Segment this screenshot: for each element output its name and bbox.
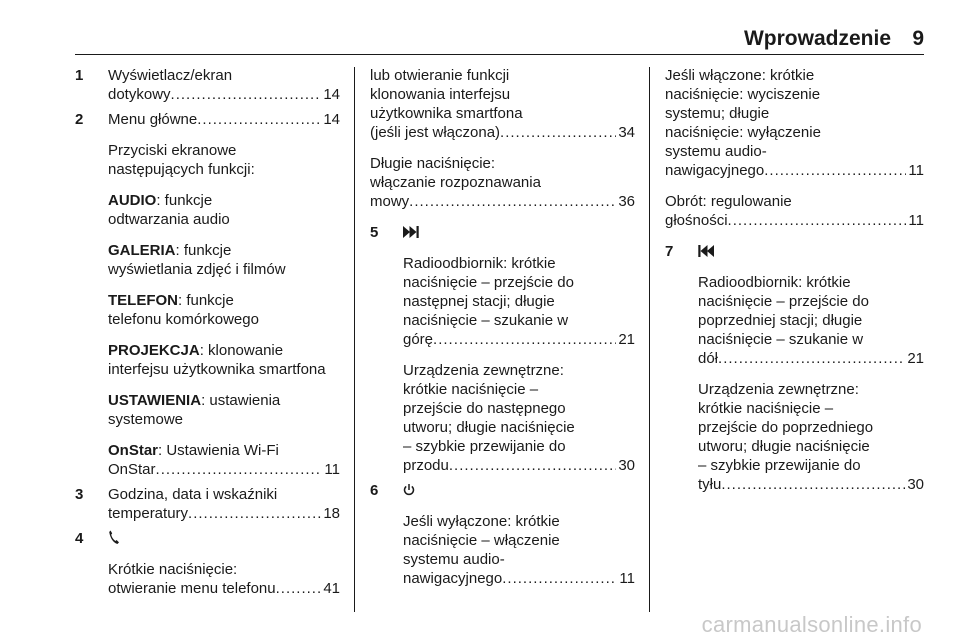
term: OnStar bbox=[108, 442, 159, 459]
item-text: następujących funkcji: bbox=[108, 161, 255, 178]
column-divider-1 bbox=[354, 67, 355, 612]
item-text: następnej stacji; długie bbox=[403, 293, 555, 310]
header-divider bbox=[75, 54, 924, 55]
item-number: 6 bbox=[370, 482, 379, 499]
paragraph bbox=[403, 254, 635, 349]
page-reference[interactable]: 21 bbox=[907, 350, 924, 367]
page-reference[interactable]: 11 bbox=[908, 212, 924, 229]
item-text: naciśnięcie: wyłączenie bbox=[665, 124, 821, 141]
term: USTAWIENIA bbox=[108, 392, 202, 409]
item-text: dół bbox=[698, 350, 719, 367]
item-text: systemu audio- bbox=[403, 551, 505, 568]
list-item-4 bbox=[75, 529, 340, 598]
column-1 bbox=[75, 66, 340, 598]
item-text: temperatury bbox=[108, 505, 189, 522]
item-text: naciśnięcie – włączenie bbox=[403, 532, 560, 549]
dot-leader bbox=[728, 211, 907, 230]
dot-leader bbox=[449, 456, 616, 475]
paragraph bbox=[370, 154, 635, 211]
watermark: carmanualsonline.info bbox=[701, 612, 922, 637]
item-text: Długie naciśnięcie: bbox=[370, 155, 496, 172]
paragraph-audio bbox=[108, 191, 340, 229]
column-3 bbox=[665, 66, 924, 494]
paragraph bbox=[108, 560, 340, 598]
list-item-3 bbox=[75, 485, 340, 523]
paragraph bbox=[370, 66, 635, 142]
list-item-2 bbox=[75, 110, 340, 479]
dot-leader bbox=[500, 123, 616, 142]
item-text: Urządzenia zewnętrzne: bbox=[403, 362, 564, 379]
item-text: naciśnięcie – szukanie w bbox=[698, 331, 864, 348]
item-number: 2 bbox=[75, 111, 84, 128]
paragraph bbox=[403, 361, 635, 475]
item-text: nawigacyjnego bbox=[403, 570, 503, 587]
toc-line bbox=[370, 192, 635, 211]
power-icon bbox=[403, 481, 635, 500]
item-text: : klonowanie bbox=[199, 342, 284, 359]
item-text: głośności bbox=[665, 212, 728, 229]
paragraph-ustawienia bbox=[108, 391, 340, 429]
page-reference[interactable]: 21 bbox=[618, 331, 635, 348]
item-text: naciśnięcie – szukanie w bbox=[403, 312, 569, 329]
dot-leader bbox=[409, 192, 616, 211]
item-text: systemowe bbox=[108, 411, 184, 428]
item-text: : funkcje bbox=[178, 292, 234, 309]
page-reference[interactable]: 11 bbox=[324, 461, 340, 478]
column-2 bbox=[370, 66, 635, 588]
item-text: otwieranie menu telefonu bbox=[108, 580, 276, 597]
item-text: Urządzenia zewnętrzne: bbox=[698, 381, 859, 398]
item-text: : funkcje bbox=[156, 192, 213, 209]
page-reference[interactable]: 34 bbox=[618, 124, 635, 141]
toc-line bbox=[108, 85, 340, 104]
paragraph-galeria bbox=[108, 241, 340, 279]
item-text: poprzedniej stacji; długie bbox=[698, 312, 863, 329]
list-item-1 bbox=[75, 66, 340, 104]
list-item-6 bbox=[370, 481, 635, 588]
item-text: odtwarzania audio bbox=[108, 211, 230, 228]
dot-leader bbox=[721, 475, 905, 494]
toc-line bbox=[108, 460, 340, 479]
toc-line bbox=[108, 579, 340, 598]
paragraph bbox=[698, 273, 924, 368]
list-item-7 bbox=[665, 242, 924, 494]
item-text: przejście do poprzedniego bbox=[698, 419, 874, 436]
item-text: – szybkie przewijanie do bbox=[403, 438, 566, 455]
item-text: naciśnięcie – przejście do bbox=[403, 274, 574, 291]
item-text: Przyciski ekranowe bbox=[108, 142, 237, 159]
paragraph-projekcja bbox=[108, 341, 340, 379]
item-text: telefonu komórkowego bbox=[108, 311, 259, 328]
term: GALERIA bbox=[108, 242, 176, 259]
dot-leader bbox=[276, 579, 322, 598]
paragraph bbox=[665, 66, 924, 180]
item-text: nawigacyjnego bbox=[665, 162, 765, 179]
dot-leader bbox=[197, 110, 321, 129]
item-text: Radioodbiornik: krótkie bbox=[403, 255, 556, 272]
item-text: mowy bbox=[370, 193, 410, 210]
dot-leader bbox=[764, 161, 906, 180]
dot-leader bbox=[171, 85, 322, 104]
term: TELEFON bbox=[108, 292, 178, 309]
page-reference[interactable]: 41 bbox=[323, 580, 340, 597]
paragraph bbox=[403, 512, 635, 588]
paragraph bbox=[698, 380, 924, 494]
page-reference[interactable]: 30 bbox=[907, 476, 924, 493]
paragraph bbox=[108, 141, 340, 179]
page-reference[interactable]: 14 bbox=[323, 86, 340, 103]
page-number: 9 bbox=[912, 27, 924, 50]
item-text: Jeśli wyłączone: krótkie bbox=[403, 513, 560, 530]
item-text: utworu; długie naciśnięcie bbox=[698, 438, 870, 455]
page-reference[interactable]: 11 bbox=[619, 570, 635, 587]
term: PROJEKCJA bbox=[108, 342, 200, 359]
page-reference[interactable]: 14 bbox=[323, 111, 340, 128]
item-text: użytkownika smartfona bbox=[370, 105, 523, 122]
item-text: włączanie rozpoznawania bbox=[370, 174, 541, 191]
item-text: Godzina, data i wskaźniki bbox=[108, 486, 278, 503]
paragraph bbox=[665, 192, 924, 230]
item-text: Wyświetlacz/ekran bbox=[108, 67, 233, 84]
column-divider-2 bbox=[649, 67, 650, 612]
page-reference[interactable]: 30 bbox=[618, 457, 635, 474]
toc-line bbox=[403, 456, 635, 475]
item-text: : Ustawienia Wi-Fi bbox=[158, 442, 279, 459]
phone-icon bbox=[108, 529, 340, 548]
list-item-5 bbox=[370, 223, 635, 475]
item-text: : funkcje bbox=[175, 242, 232, 259]
item-text: przejście do następnego bbox=[403, 400, 566, 417]
dot-leader bbox=[433, 330, 616, 349]
item-text: górę bbox=[403, 331, 434, 348]
item-text: Krótkie naciśnięcie: bbox=[108, 561, 238, 578]
item-number: 7 bbox=[665, 243, 674, 260]
item-text: Obrót: regulowanie bbox=[665, 193, 792, 210]
next-track-icon bbox=[403, 223, 635, 242]
item-text: krótkie naciśnięcie – bbox=[403, 381, 539, 398]
item-text: (jeśli jest włączona) bbox=[370, 124, 501, 141]
page-reference[interactable]: 11 bbox=[908, 162, 924, 179]
item-text: naciśnięcie – przejście do bbox=[698, 293, 869, 310]
item-text: lub otwieranie funkcji bbox=[370, 67, 510, 84]
item-text: Radioodbiornik: krótkie bbox=[698, 274, 851, 291]
toc-line bbox=[108, 504, 340, 523]
toc-line bbox=[370, 123, 635, 142]
item-text: tyłu bbox=[698, 476, 722, 493]
item-text: OnStar bbox=[108, 461, 156, 478]
item-text: dotykowy bbox=[108, 86, 171, 103]
term: AUDIO bbox=[108, 192, 157, 209]
item-text: klonowania interfejsu bbox=[370, 86, 511, 103]
item-number: 4 bbox=[75, 530, 84, 547]
item-text: systemu audio- bbox=[665, 143, 767, 160]
toc-line bbox=[665, 161, 924, 180]
item-text: : ustawienia bbox=[201, 392, 281, 409]
item-text: Menu główne bbox=[108, 111, 198, 128]
paragraph-telefon bbox=[108, 291, 340, 329]
item-text: systemu; długie bbox=[665, 105, 770, 122]
dot-leader bbox=[718, 349, 905, 368]
dot-leader bbox=[156, 460, 323, 479]
item-text: wyświetlania zdjęć i filmów bbox=[108, 261, 286, 278]
toc-line bbox=[698, 475, 924, 494]
item-number: 5 bbox=[370, 224, 379, 241]
item-text: przodu bbox=[403, 457, 449, 474]
toc-line bbox=[403, 330, 635, 349]
item-number: 1 bbox=[75, 67, 84, 84]
item-text: interfejsu użytkownika smartfona bbox=[108, 361, 326, 378]
page-reference[interactable]: 18 bbox=[323, 505, 340, 522]
previous-track-icon bbox=[698, 242, 924, 261]
item-text: krótkie naciśnięcie – bbox=[698, 400, 834, 417]
item-text: utworu; długie naciśnięcie bbox=[403, 419, 575, 436]
toc-line bbox=[108, 110, 340, 129]
page-title: Wprowadzenie bbox=[743, 27, 891, 50]
dot-leader bbox=[188, 504, 321, 523]
page-reference[interactable]: 36 bbox=[618, 193, 635, 210]
toc-line bbox=[698, 349, 924, 368]
item-number: 3 bbox=[75, 486, 84, 503]
item-text: naciśnięcie: wyciszenie bbox=[665, 86, 821, 103]
dot-leader bbox=[502, 569, 617, 588]
paragraph-onstar bbox=[108, 441, 340, 479]
toc-line bbox=[665, 211, 924, 230]
item-text: Jeśli włączone: krótkie bbox=[665, 67, 815, 84]
toc-line bbox=[403, 569, 635, 588]
item-text: – szybkie przewijanie do bbox=[698, 457, 861, 474]
